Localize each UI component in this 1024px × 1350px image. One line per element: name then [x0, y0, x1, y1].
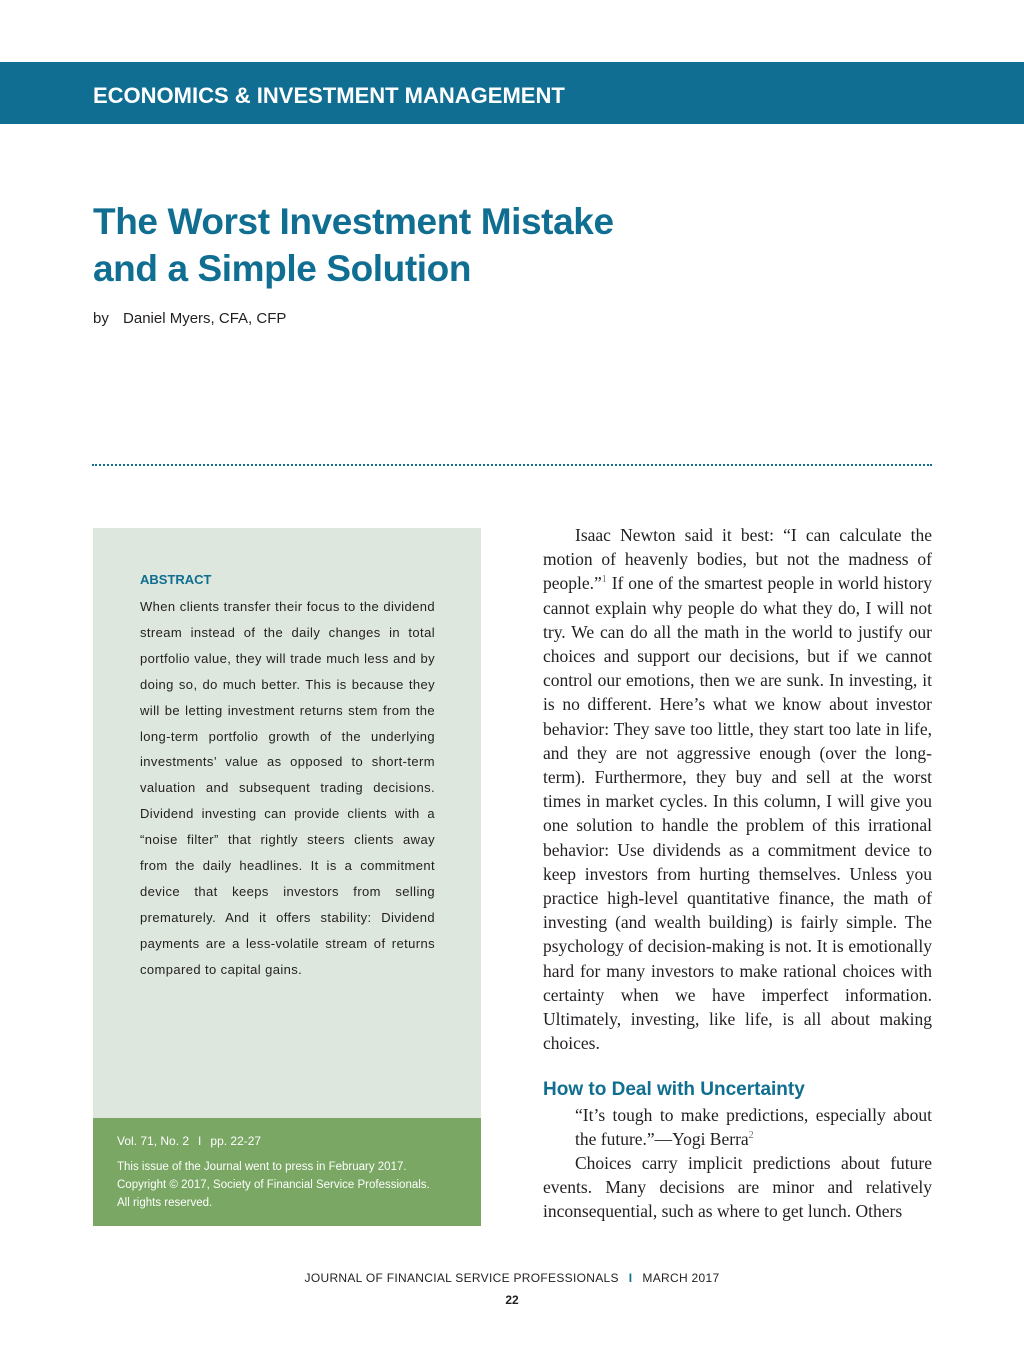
byline	[93, 308, 286, 330]
berra-quote-text: “It’s tough to make predictions, especially about the future.”—Yogi Berra	[575, 1105, 932, 1150]
abstract-text: When clients transfer their focus to the dividend stream instead of the daily changes in total portfolio value, they will trade much less and by doing so, do much better. This is because they will be letting investment returns stem from the long-term portfolio growth of the underlying investments’ value as opposed to short-term valuation and subsequent trading decisions. Dividend investing can provide clients with a “noise filter” that rightly steers clients away from the daily headlines. It is a commitment device that keeps investors from selling prematurely. And it offers stability: Dividend payments are a less-volatile stream of returns compared to capital gains.	[140, 599, 435, 977]
issue-volume: Vol. 71, No. 2	[117, 1134, 190, 1148]
section-banner-label: ECONOMICS & INVESTMENT MANAGEMENT	[93, 83, 565, 108]
author-name: Daniel Myers, CFA, CFP	[123, 310, 287, 327]
copyright-note: Copyright © 2017, Society of Financial Service Professionals.	[117, 1179, 430, 1191]
body-paragraph-1-text: If one of the smartest people in world history cannot explain why people do what they do, I will not try. We can do all the math in the world to justify our choices and support our decisions, but if we cannot control our emotions, then we are sunk. In investing, it is no different. Here’s what we know about investor behavior: They save too little, they start too late in life, and they are not aggressive enough (over the long-term). Furthermore, they buy and sell at the worst times in market cycles. In this column, I will give you one solution to handle the problem of this irrational behavior: Use dividends as a commitment device to keep investors from hurting themselves. Unless you practice high-level quantitative finance, the math of investing (and wealth building) is fairly simple. The psychology of decision-making is not. It is emotionally hard for many investors to make rational choices with certainty when we have imperfect information. Ultimately, investing, like life, is all about making choices.	[543, 573, 932, 1054]
page-number: 22	[505, 1293, 519, 1307]
rights-note: All rights reserved.	[117, 1197, 213, 1209]
page-footer	[0, 1270, 1024, 1286]
byline-prefix: by	[93, 310, 109, 327]
abstract-heading: ABSTRACT	[140, 572, 212, 587]
body-column-top	[543, 523, 932, 1055]
issue-notes	[117, 1158, 467, 1212]
body-paragraph-2: Choices carry implicit predictions about future events. Many decisions are minor and relatively inconsequential, such as where to get lunch. Others	[543, 1153, 932, 1222]
issue-citation	[117, 1132, 261, 1150]
issue-separator: I	[198, 1134, 202, 1148]
footer-separator: I	[628, 1271, 633, 1285]
press-note: This issue of the Journal went to press in February 2017.	[117, 1161, 407, 1173]
article-title	[93, 198, 793, 292]
issue-date: MARCH 2017	[642, 1271, 720, 1285]
footnote-marker-1: 1	[601, 574, 607, 586]
berra-quote	[575, 1103, 932, 1151]
article-title-line-1: The Worst Investment Mistake	[93, 201, 614, 242]
issue-pages: pp. 22-27	[210, 1134, 262, 1148]
footnote-marker-2: 2	[748, 1130, 754, 1142]
body-paragraph-1	[543, 523, 932, 1055]
body-column-bottom	[543, 1151, 932, 1224]
dotted-divider	[92, 464, 932, 466]
section-heading: How to Deal with Uncertainty	[543, 1079, 805, 1100]
newton-quote-text: Isaac Newton said it best: “I can calculate the motion of heavenly bodies, but not the madness of people.”	[543, 525, 932, 594]
article-title-line-2: and a Simple Solution	[93, 248, 472, 289]
journal-name: JOURNAL OF FINANCIAL SERVICE PROFESSIONALS	[304, 1271, 619, 1285]
